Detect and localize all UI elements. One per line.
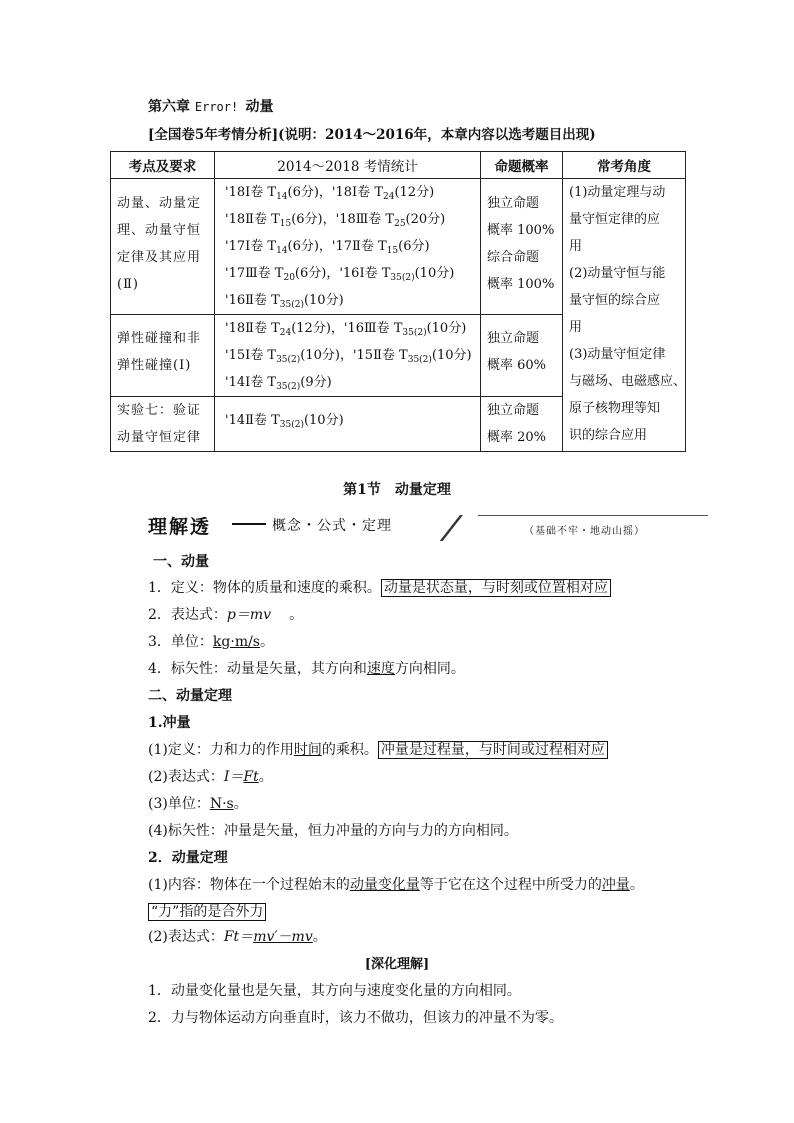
- paragraph: [148, 631, 274, 651]
- cell-line: 动量、动量定: [117, 196, 202, 211]
- boxed-note: “力”指的是合外力: [148, 903, 266, 921]
- stats-line: [215, 369, 480, 396]
- boxed-note: 冲量是过程量，与时间或过程相对应: [378, 741, 608, 759]
- stats-text: (12分): [394, 185, 435, 200]
- stats-text: '17Ⅲ卷 T: [225, 266, 284, 281]
- stats-text: (10分): [414, 266, 455, 281]
- paragraph: (4)标矢性：冲量是矢量，恒力冲量的方向与力的方向相同。: [148, 823, 518, 839]
- unit: kg·m/s: [212, 634, 260, 650]
- heading-momentum: 一、动量: [153, 554, 209, 570]
- header-stats: 2014～2018 考情统计: [215, 152, 481, 179]
- paragraph: [148, 793, 248, 813]
- stats-text: '18Ⅰ卷 T: [225, 185, 277, 200]
- probability-cell: [481, 397, 563, 452]
- formula: I＝: [223, 769, 244, 785]
- text: 。: [258, 769, 273, 785]
- chapter-heading-prefix: 第六章: [148, 99, 195, 115]
- cell-line: 量守恒的综合应: [569, 293, 661, 308]
- header-probability: 命题概率: [481, 152, 563, 179]
- heading-theorem: 二、动量定理: [148, 688, 232, 704]
- formula: Ft＝: [223, 929, 254, 945]
- stats-text: (10分): [426, 321, 467, 336]
- stats-text: (12分)，'16Ⅲ卷 T: [291, 321, 403, 336]
- cell-line: 综合命题: [487, 250, 540, 265]
- question-subscript: 15: [279, 219, 292, 229]
- text: 3．单位：: [148, 634, 213, 650]
- paragraph: [148, 874, 644, 894]
- cell-line: (Ⅱ): [117, 277, 139, 292]
- text: 1．定义：物体的质量和速度的乘积。: [148, 580, 381, 596]
- text: 。: [260, 634, 274, 650]
- question-subscript: 35(2): [279, 300, 304, 310]
- topic-cell: [111, 179, 215, 315]
- analysis-table: [110, 151, 686, 452]
- cell-line: 用: [569, 320, 583, 335]
- stats-line: [215, 260, 480, 287]
- cell-line: 与磁场、电磁感应、: [569, 374, 687, 389]
- cell-line: 概率 100%: [487, 223, 555, 238]
- boxed-note: 动量是状态量，与时刻或位置相对应: [381, 579, 611, 597]
- cell-line: (3)动量守恒定律: [569, 347, 666, 362]
- question-subscript: 14: [276, 192, 288, 202]
- text: (2)表达式：: [148, 769, 224, 785]
- cell-line: 量守恒定律的应: [569, 212, 661, 227]
- cell-line: 独立命题: [487, 403, 540, 418]
- text: 2．表达式：: [148, 607, 227, 623]
- stats-text: (6分)，'18Ⅰ卷 T: [287, 185, 383, 200]
- stats-cell: [215, 397, 481, 452]
- question-subscript: 24: [279, 328, 292, 338]
- stats-text: (10分): [303, 413, 344, 428]
- text: 方向相同。: [394, 661, 465, 677]
- stats-cell: [215, 315, 481, 397]
- cell-line: 弹性碰撞和非: [117, 331, 202, 346]
- analysis-caption: [全国卷5年考情分析](说明：2014～2016年，本章内容以选考题目出现): [148, 127, 596, 143]
- paragraph: 2．力与物体运动方向垂直时，该力不做功，但该力的冲量不为零。: [148, 1010, 563, 1026]
- header-topic: 考点及要求: [111, 152, 215, 179]
- cell-line: 原子核物理等知: [569, 401, 661, 416]
- header-angles: 常考角度: [563, 152, 686, 179]
- formula: p＝mv: [226, 607, 272, 623]
- underlined-term: 时间: [293, 742, 322, 758]
- section-banner: [148, 508, 708, 540]
- text: (1)定义：力和力的作用: [148, 742, 294, 758]
- stats-line: [215, 315, 480, 342]
- stats-text: (20分): [405, 212, 446, 227]
- probability-cell: [481, 315, 563, 397]
- stats-line: [215, 179, 480, 206]
- subheading-theorem: 2．动量定理: [148, 850, 228, 866]
- stats-text: '17Ⅰ卷 T: [225, 239, 277, 254]
- question-subscript: 35(2): [390, 273, 415, 283]
- formula: Ft: [243, 769, 259, 785]
- stats-text: (6分)，'17Ⅱ卷 T: [287, 239, 387, 254]
- text: (1)内容：物体在一个过程始末的: [148, 877, 350, 893]
- cell-line: 用: [569, 239, 583, 254]
- paragraph: [148, 926, 327, 946]
- banner-slash: [440, 515, 485, 541]
- underlined-term: 速度: [366, 661, 395, 677]
- cell-line: 实验七：验证: [117, 403, 202, 418]
- text: 。: [312, 929, 327, 945]
- probability-cell: [481, 179, 563, 315]
- cell-line: 概率 60%: [487, 358, 547, 373]
- underlined-term: 动量变化量: [349, 877, 420, 893]
- unit: N·s: [209, 796, 234, 812]
- banner-note: （基础不牢・地动山摇）: [524, 526, 645, 537]
- text: 。: [289, 607, 304, 623]
- question-subscript: 35(2): [407, 355, 432, 365]
- section-title: 第1节 动量定理: [343, 482, 451, 498]
- paragraph: [148, 577, 611, 597]
- question-subscript: 25: [394, 219, 406, 229]
- stats-text: '18Ⅱ卷 T: [225, 212, 280, 227]
- chapter-heading-suffix: 动量: [245, 99, 274, 115]
- banner-dash: [232, 523, 266, 525]
- paragraph: [148, 766, 273, 786]
- topic-cell: [111, 315, 215, 397]
- cell-line: 独立命题: [487, 196, 540, 211]
- underlined-term: 冲量: [601, 877, 630, 893]
- stats-text: (10分): [431, 348, 472, 363]
- stats-line: [215, 407, 480, 434]
- paragraph: [148, 658, 465, 678]
- stats-text: (10分)，'15Ⅱ卷 T: [300, 348, 408, 363]
- question-subscript: 24: [383, 192, 395, 202]
- table-header-row: [111, 152, 686, 179]
- question-subscript: 35(2): [276, 382, 301, 392]
- formula: mv′－mv: [253, 929, 313, 945]
- stats-line: [215, 342, 480, 369]
- stats-text: (6分)，'16Ⅰ卷 T: [294, 266, 391, 281]
- stats-text: (6分): [398, 239, 430, 254]
- cell-line: 动量守恒定律: [117, 430, 202, 445]
- paragraph: 1．动量变化量也是矢量，其方向与速度变化量的方向相同。: [148, 983, 521, 999]
- cell-line: 理、动量守恒: [117, 223, 202, 238]
- stats-line: [215, 206, 480, 233]
- deep-understanding-title: [深化理解]: [364, 957, 430, 972]
- text: (3)单位：: [148, 796, 210, 812]
- banner-rule: [478, 515, 708, 516]
- stats-text: (9分): [300, 375, 332, 390]
- question-subscript: 20: [283, 273, 295, 283]
- cell-line: 概率 100%: [487, 277, 555, 292]
- cell-line: 弹性碰撞(Ⅰ): [117, 358, 192, 373]
- stats-text: '14Ⅰ卷 T: [225, 375, 277, 390]
- text: (2)表达式：: [148, 929, 224, 945]
- paragraph: [148, 604, 303, 624]
- table-row: [111, 179, 686, 315]
- cell-line: 定律及其应用: [117, 250, 202, 265]
- banner-title: 理解透: [148, 516, 212, 538]
- stats-text: '16Ⅱ卷 T: [225, 293, 280, 308]
- stats-line: [215, 233, 480, 260]
- stats-text: '14Ⅱ卷 T: [225, 413, 280, 428]
- question-subscript: 35(2): [276, 355, 301, 365]
- cell-line: 概率 20%: [487, 430, 547, 445]
- banner-subtitle: 概念・公式・定理: [272, 518, 392, 534]
- stats-text: '15Ⅰ卷 T: [225, 348, 277, 363]
- text: 。: [629, 877, 644, 893]
- question-subscript: 15: [386, 246, 399, 256]
- angles-cell: [563, 179, 686, 452]
- stats-text: (10分): [303, 293, 344, 308]
- chapter-heading: [148, 96, 273, 116]
- cell-line: 识的综合应用: [569, 428, 648, 443]
- question-subscript: 14: [276, 246, 288, 256]
- subheading-impulse: 1.冲量: [148, 715, 191, 731]
- paragraph: [148, 739, 608, 759]
- question-subscript: 35(2): [402, 328, 427, 338]
- text: 。: [233, 796, 248, 812]
- topic-cell: [111, 397, 215, 452]
- text: 的乘积。: [321, 742, 378, 758]
- stats-line: [215, 287, 480, 314]
- stats-text: '18Ⅱ卷 T: [225, 321, 280, 336]
- paragraph: [148, 901, 266, 921]
- question-subscript: 35(2): [279, 420, 304, 430]
- text: 等于它在这个过程中所受力的: [419, 877, 602, 893]
- text: 4．标矢性：动量是矢量，其方向和: [148, 661, 367, 677]
- stats-text: (6分)，'18Ⅲ卷 T: [291, 212, 395, 227]
- cell-line: (2)动量守恒与能: [569, 266, 666, 281]
- chapter-heading-error: Error!: [194, 100, 246, 114]
- cell-line: (1)动量定理与动: [569, 185, 666, 200]
- stats-cell: [215, 179, 481, 315]
- cell-line: 独立命题: [487, 331, 540, 346]
